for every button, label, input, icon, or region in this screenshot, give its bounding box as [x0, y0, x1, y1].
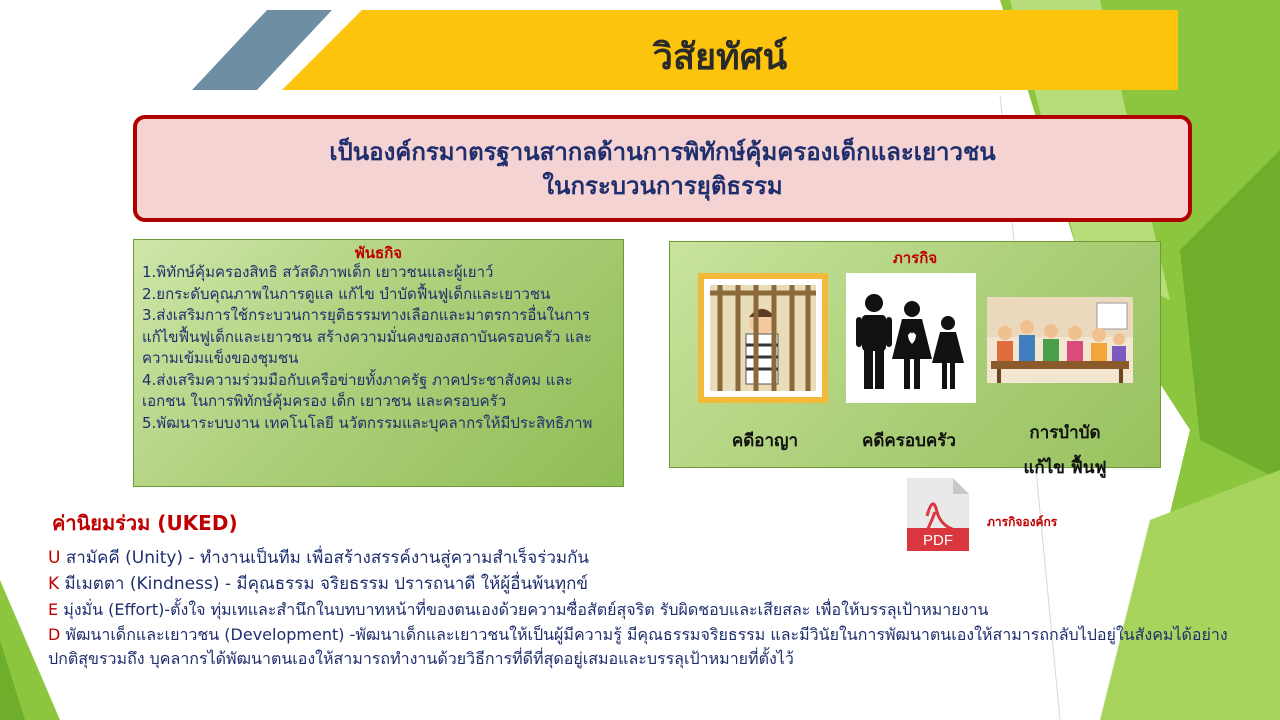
value-letter: K	[48, 574, 60, 594]
value-text: พัฒนาเด็กและเยาวชน (Development) -พัฒนาเด็กและเยาวชนให้เป็นผู้มีความรู้ มีคุณธรรมจริยธรรม และมีวินัยในการพัฒนาตนเองให้สามารถกลับไปอยู่ในสังคมได้อย่างปกติสุขรวมถึง บุคลากรได้พัฒนาตนเองให้สามารถทำงานด้วยวิธีการที่ดีที่สุดอยู่เสมอและบรรลุเป้าหมายที่ตั้งไว้	[48, 625, 1228, 668]
value-letter: E	[48, 600, 59, 619]
value-text: มุ่งมั่น (Effort)-ตั้งใจ ทุ่มเทและสำนึกในบทบาทหน้าที่ของตนเองด้วยความซื่อสัตย์สุจริต รับผิดชอบและเสียสละ เพื่อให้บรรลุเป้าหมายงาน	[58, 600, 989, 619]
page-title: วิสัยทัศน์	[652, 36, 788, 78]
values-title: ค่านิยมร่วม (UKED)	[52, 511, 238, 535]
duty-label-rehabilitation-line1: การบำบัด	[1029, 423, 1101, 443]
value-item-development	[48, 623, 1248, 671]
vision-statement-box	[133, 115, 1192, 222]
mission-box	[133, 239, 624, 487]
pdf-icon-text: PDF	[923, 532, 953, 549]
mission-title: พันธกิจ	[354, 244, 403, 262]
title-accent-shape	[192, 10, 332, 90]
mission-item: 5.พัฒนาระบบงาน เทคโนโลยี นวัตกรรมและบุคลากรให้มีประสิทธิภาพ	[142, 413, 593, 432]
mission-item: 1.พิทักษ์คุ้มครองสิทธิ สวัสดิภาพเด็ก เยาวชนและผู้เยาว์	[142, 263, 494, 281]
value-text: สามัคคี (Unity) - ทำงานเป็นทีม เพื่อสร้างสรรค์งานสู่ความสำเร็จร่วมกัน	[60, 548, 589, 568]
pdf-file-icon[interactable]	[905, 476, 971, 553]
family-icon	[846, 273, 976, 403]
mission-item: 2.ยกระดับคุณภาพในการดูแล แก้ไข บำบัดฟื้นฟูเด็กและเยาวชน	[142, 284, 551, 303]
value-text: มีเมตตา (Kindness) - มีคุณธรรม จริยธรรม ปรารถนาดี ให้ผู้อื่นพ้นทุกข์	[59, 574, 589, 594]
duties-title: ภารกิจ	[892, 249, 938, 267]
duty-label-family: คดีครอบครัว	[862, 431, 956, 451]
value-letter: U	[48, 548, 61, 568]
value-item-kindness	[48, 572, 1248, 596]
vision-line-1: เป็นองค์กรมาตรฐานสากลด้านการพิทักษ์คุ้มครองเด็กและเยาวชน	[329, 137, 996, 166]
mission-item: 4.ส่งเสริมความร่วมมือกับเครือข่ายทั้งภาครัฐ ภาคประชาสังคม และเอกชน ในการพิทักษ์คุ้มครอง เด็ก เยาวชน และครอบครัว	[142, 370, 573, 410]
value-letter: D	[48, 625, 61, 644]
org-mission-link[interactable]: ภารกิจองค์กร	[987, 515, 1058, 529]
prisoner-icon	[698, 273, 828, 403]
duty-label-criminal: คดีอาญา	[731, 431, 799, 451]
value-item-effort	[48, 598, 1248, 622]
group-therapy-icon	[987, 297, 1133, 383]
duties-box	[669, 241, 1161, 478]
mission-item: 3.ส่งเสริมการใช้กระบวนการยุติธรรมทางเลือกและมาตรการอื่นในการแก้ไขฟื้นฟูเด็กและเยาวชน สร้างความมั่นคงของสถาบันครอบครัว และความเข้มแข็งของชุมชน	[142, 306, 592, 367]
value-item-unity	[48, 546, 1248, 570]
vision-line-2: ในกระบวนการยุติธรรม	[542, 171, 783, 200]
duty-label-rehabilitation-line2: แก้ไข ฟื้นฟู	[1023, 458, 1107, 478]
